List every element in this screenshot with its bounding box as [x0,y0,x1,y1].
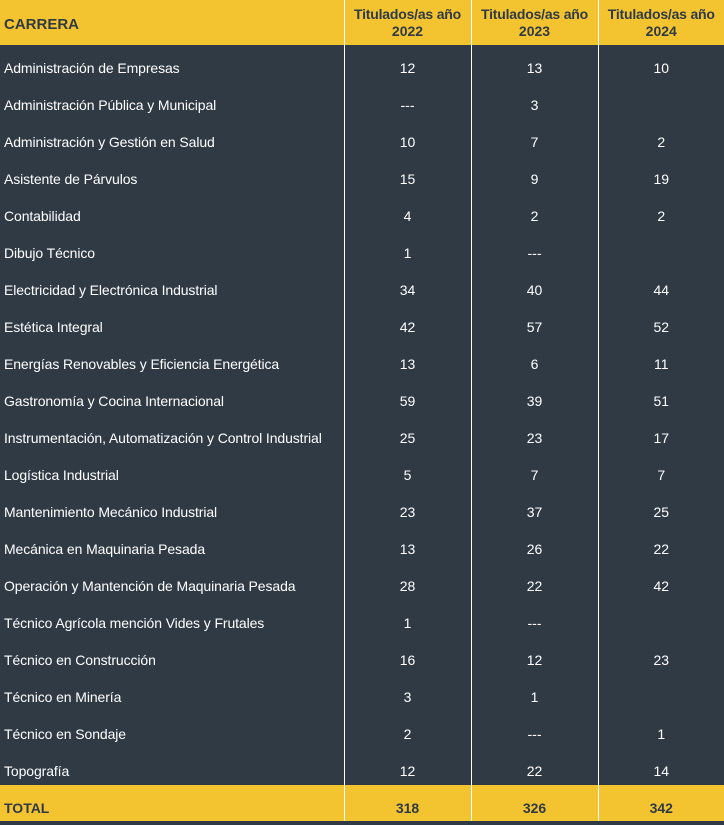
table-row [0,526,724,563]
table-row [0,489,724,526]
value-2024: 2 [598,119,724,156]
value-2022: 15 [344,156,471,193]
header-year-2023 [471,0,598,45]
career-name: Contabilidad [4,208,81,224]
value-2022: 13 [344,341,471,378]
career-name: Dibujo Técnico [4,245,95,261]
total-row [0,785,724,821]
value-2022: 59 [344,378,471,415]
value-2022: 42 [344,304,471,341]
header-row [0,0,724,45]
value-2023: 1 [471,674,598,711]
header-year-2023-line1: Titulados/as año [480,5,588,22]
header-year-2024-line2: 2024 [645,22,677,39]
table-row [0,267,724,304]
career-name: Técnico en Construcción [4,652,156,668]
table-row [0,452,724,489]
value-2022: 4 [344,193,471,230]
value-2024: 17 [598,415,724,452]
table-row [0,304,724,341]
value-2023: --- [471,711,598,748]
career-name: Administración y Gestión en Salud [4,134,215,150]
value-2023: 7 [471,452,598,489]
value-2024: 1 [598,711,724,748]
career-name: Mecánica en Maquinaria Pesada [4,541,206,557]
value-2022: 5 [344,452,471,489]
value-2023: 2 [471,193,598,230]
total-2024: 342 [598,785,724,821]
value-2023: 7 [471,119,598,156]
value-2024: 52 [598,304,724,341]
value-2022: 12 [344,45,471,82]
career-name: Electricidad y Electrónica Industrial [4,282,218,298]
career-name: Energías Renovables y Eficiencia Energética [4,356,280,372]
table-row [0,45,724,82]
value-2023: 9 [471,156,598,193]
value-2022: 34 [344,267,471,304]
table-row [0,341,724,378]
table-row [0,415,724,452]
value-2022: 28 [344,563,471,600]
value-2024: 51 [598,378,724,415]
value-2024 [598,230,724,267]
career-name: Operación y Mantención de Maquinaria Pesada [4,578,296,594]
career-name: Asistente de Párvulos [4,171,138,187]
value-2024: 22 [598,526,724,563]
value-2024: 42 [598,563,724,600]
header-year-2022-line1: Titulados/as año [353,5,461,22]
value-2022: 1 [344,600,471,637]
value-2023: 57 [471,304,598,341]
total-2022: 318 [344,785,471,821]
total-label: TOTAL [4,800,50,816]
header-year-2022 [344,0,471,45]
table-row [0,193,724,230]
value-2024: 7 [598,452,724,489]
value-2023: 22 [471,563,598,600]
value-2024: 44 [598,267,724,304]
value-2023: 37 [471,489,598,526]
value-2022: 23 [344,489,471,526]
table-row [0,563,724,600]
value-2024: 14 [598,748,724,785]
value-2022: --- [344,82,471,119]
value-2023: 6 [471,341,598,378]
header-year-2022-line2: 2022 [391,22,424,39]
value-2024: 19 [598,156,724,193]
value-2023: --- [471,600,598,637]
career-name: Topografía [4,763,70,779]
value-2022: 12 [344,748,471,785]
value-2022: 25 [344,415,471,452]
table-row [0,674,724,711]
value-2023: 13 [471,45,598,82]
value-2022: 1 [344,230,471,267]
table-row [0,156,724,193]
header-year-2023-line2: 2023 [518,22,551,39]
career-name: Mantenimiento Mecánico Industrial [4,504,218,520]
table-row [0,711,724,748]
career-name: Logística Industrial [4,467,119,483]
career-name: Técnico en Sondaje [4,726,126,742]
value-2023: --- [471,230,598,267]
value-2023: 12 [471,637,598,674]
table-row [0,637,724,674]
table-row [0,600,724,637]
header-year-2024-line1: Titulados/as año [607,5,715,22]
value-2023: 3 [471,82,598,119]
career-name: Administración Pública y Municipal [4,97,217,113]
value-2023: 23 [471,415,598,452]
table-row [0,119,724,156]
table-row [0,82,724,119]
value-2023: 26 [471,526,598,563]
value-2024 [598,600,724,637]
value-2022: 10 [344,119,471,156]
value-2023: 39 [471,378,598,415]
value-2024: 23 [598,637,724,674]
career-name: Gastronomía y Cocina Internacional [4,393,224,409]
table-row [0,230,724,267]
value-2023: 40 [471,267,598,304]
value-2024: 25 [598,489,724,526]
career-name: Estética Integral [4,319,103,335]
total-2023: 326 [471,785,598,821]
table-row [0,378,724,415]
value-2023: 22 [471,748,598,785]
career-name: Administración de Empresas [4,60,180,76]
value-2022: 16 [344,637,471,674]
header-year-2024 [598,0,724,45]
value-2024: 2 [598,193,724,230]
career-name: Instrumentación, Automatización y Control Industrial [4,430,322,446]
value-2024 [598,674,724,711]
value-2022: 13 [344,526,471,563]
value-2024 [598,82,724,119]
value-2022: 2 [344,711,471,748]
value-2024: 10 [598,45,724,82]
career-name: Técnico Agrícola mención Vides y Frutales [4,615,265,631]
value-2024: 11 [598,341,724,378]
table-row [0,748,724,785]
value-2022: 3 [344,674,471,711]
header-carrera: CARRERA [4,16,79,33]
career-name: Técnico en Minería [4,689,122,705]
